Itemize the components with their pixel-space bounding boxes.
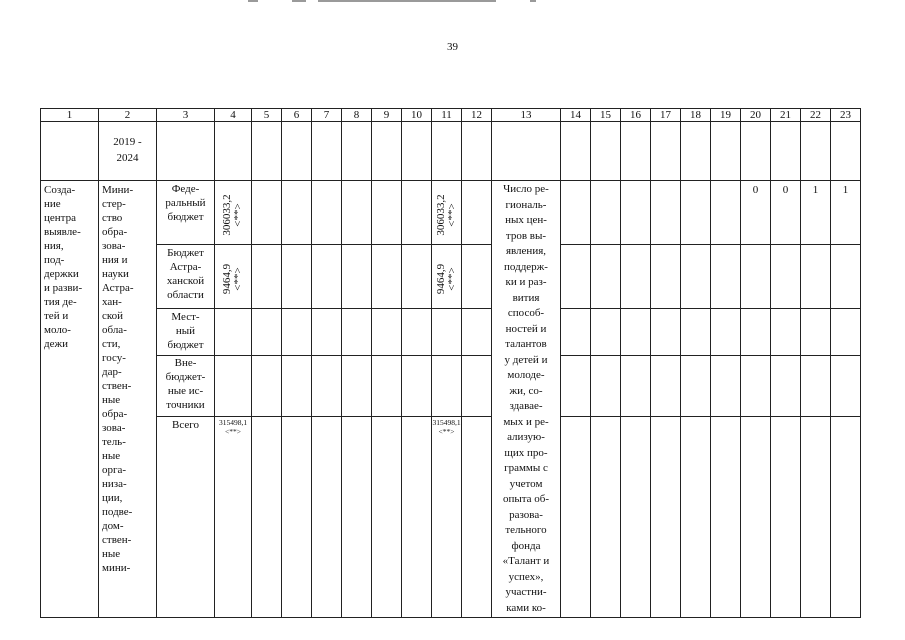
column-number: 17 [651,109,681,122]
indicator-value: 0 [752,184,759,196]
implementation-period: 2019 - 2024 [113,136,142,164]
funding-row-total [41,417,861,618]
funding-year-value: 306033,2 <**> [434,194,458,236]
column-number: 12 [462,109,492,122]
column-number: 21 [771,109,801,122]
executor: Мини- стер- ство обра- зова- ния и науки Астра- хан- ской обла- сти, госу- дар- ствен- ные обра- зова- тель- ные орга- низа- ции, подве- дом- ствен- ные мини- [102,184,134,574]
indicator-value: 1 [842,184,849,196]
column-number: 16 [621,109,651,122]
period-row [41,122,861,181]
column-number: 9 [372,109,402,122]
funding-row-local [41,309,861,356]
column-number: 3 [157,109,215,122]
column-number: 15 [591,109,621,122]
column-number: 6 [282,109,312,122]
column-number: 4 [215,109,252,122]
column-number: 1 [41,109,99,122]
indicator-value: 1 [812,184,819,196]
scan-artifact [248,0,258,2]
funding-source: Вне- бюджет- ные ис- точники [165,357,206,412]
page-number: 39 [447,41,458,53]
funding-year-value: 9464,9 <**> [434,263,458,295]
funding-source: Феде- ральный бюджет [165,183,206,223]
funding-source: Мест- ный бюджет [167,311,204,352]
indicator-name: Число ре- гиональ- ных цен- тров вы- явления, поддерж- ки и раз- вития способ- ностей и талантов у детей и молоде- жи, со- здавае- мых и ре- ализую- щих про- граммы с учетом опыта об- разова- тельного фонда «Талант и успех», участни- ками ко- [502,183,550,614]
column-number: 11 [432,109,462,122]
column-number: 13 [492,109,561,122]
column-number: 22 [801,109,831,122]
column-number: 14 [561,109,591,122]
funding-source: Всего [172,419,199,432]
scan-artifact [530,0,536,2]
funding-year-value: 315498,1 <**> [432,418,461,437]
scan-artifact [318,0,496,2]
column-number: 18 [681,109,711,122]
column-number: 8 [342,109,372,122]
funding-source: Бюджет Астра- ханской области [166,247,205,302]
funding-row-federal [41,181,861,245]
column-number: 19 [711,109,741,122]
funding-total-value: 9464,9 <**> [221,263,244,295]
funding-total-value: 315498,1 <**> [218,418,248,437]
column-number: 5 [252,109,282,122]
column-number: 20 [741,109,771,122]
indicator-value: 0 [782,184,789,196]
column-number: 23 [831,109,861,122]
funding-row-regional [41,245,861,309]
funding-total-value: 306033,2 <**> [221,194,244,236]
column-number: 2 [99,109,157,122]
scan-artifact [292,0,306,2]
column-number-row [41,109,861,122]
column-number: 10 [402,109,432,122]
event-name: Созда- ние центра выявле- ния, под- держки и разви- тия де- тей и моло- дежи [44,184,83,350]
financing-table [40,108,861,618]
column-number: 7 [312,109,342,122]
funding-row-extrabudgetary [41,356,861,417]
